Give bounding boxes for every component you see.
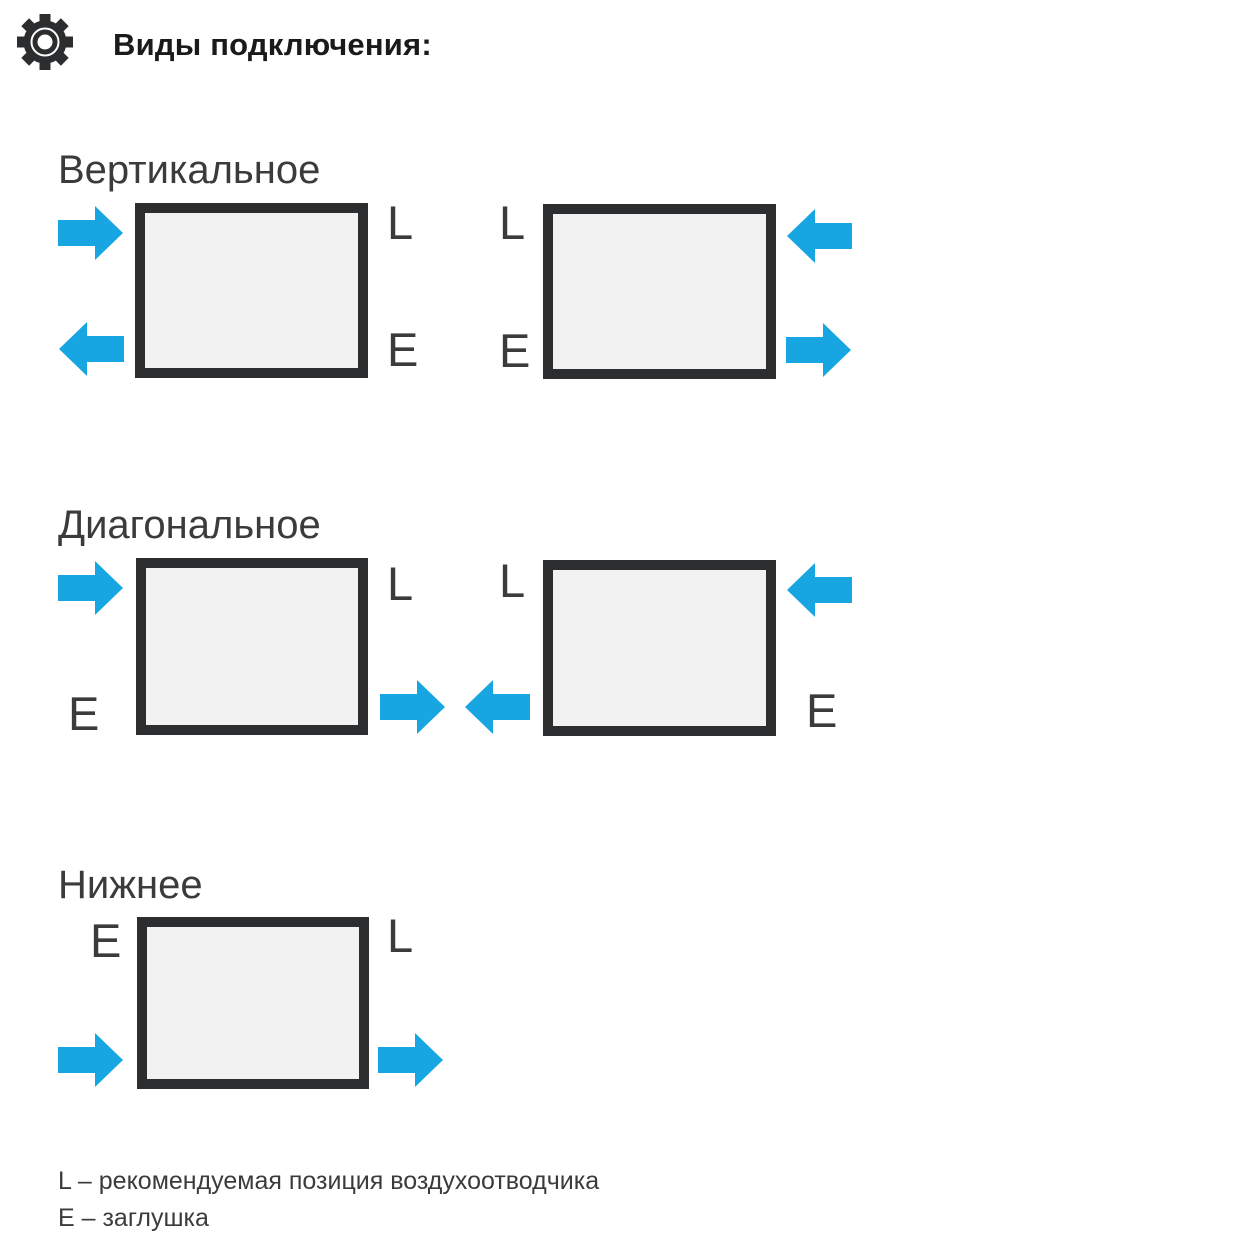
flow-arrow-right-icon: [378, 1032, 444, 1088]
flow-arrow-right-icon: [58, 205, 124, 261]
flow-arrow-right-icon: [58, 560, 124, 616]
air-vent-label: L: [499, 196, 526, 249]
plug-label: E: [806, 684, 838, 737]
radiator-rect: [543, 560, 776, 736]
air-vent-label: L: [387, 557, 414, 610]
air-vent-label: L: [499, 554, 526, 607]
plug-label: E: [387, 323, 419, 376]
section-title-vertical: Вертикальное: [58, 148, 321, 192]
legend-line: L – рекомендуемая позиция воздухоотводчика: [58, 1167, 600, 1195]
section-title-diagonal: Диагональное: [58, 503, 321, 547]
air-vent-label: L: [387, 196, 414, 249]
radiator-rect: [543, 204, 776, 379]
flow-arrow-left-icon: [58, 321, 124, 377]
flow-arrow-right-icon: [786, 322, 852, 378]
radiator-rect: [136, 558, 368, 735]
plug-label: E: [499, 324, 531, 377]
legend: [58, 1163, 599, 1237]
plug-label: E: [90, 914, 122, 967]
radiator-rect: [135, 203, 368, 378]
radiator-rect: [137, 917, 369, 1089]
flow-arrow-left-icon: [786, 562, 852, 618]
plug-label: E: [68, 687, 100, 740]
section-title-bottom: Нижнее: [58, 863, 203, 907]
flow-arrow-left-icon: [464, 679, 530, 735]
flow-arrow-left-icon: [786, 208, 852, 264]
flow-arrow-right-icon: [58, 1032, 124, 1088]
air-vent-label: L: [387, 909, 414, 962]
legend-line: E – заглушка: [58, 1204, 209, 1232]
page-title: Виды подключения:: [113, 27, 432, 62]
gear-icon: [17, 14, 73, 70]
flow-arrow-right-icon: [380, 679, 446, 735]
